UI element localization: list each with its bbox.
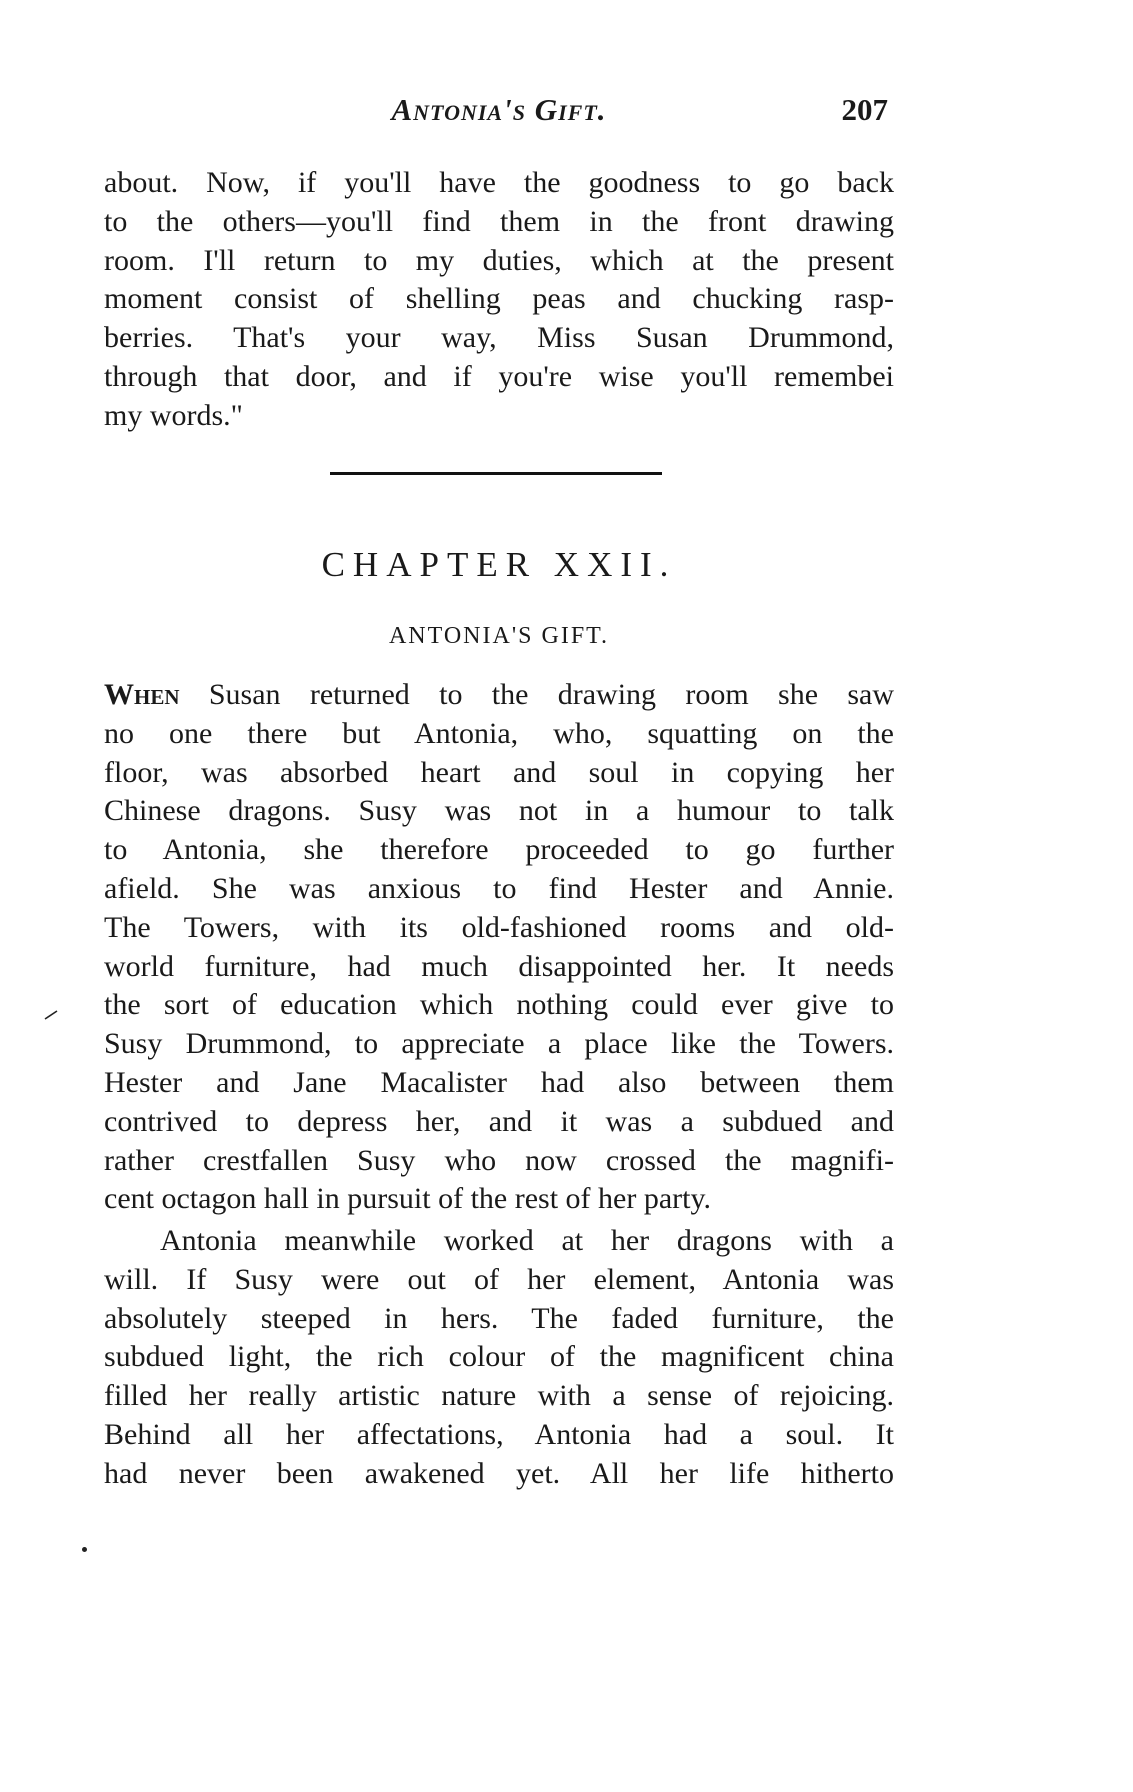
text-line: rather crestfallen Susy who now crossed the magnifi- bbox=[104, 1143, 894, 1177]
text-line: room. I'll return to my duties, which at the present bbox=[104, 243, 894, 277]
text-line: to the others—you'll find them in the front drawing bbox=[104, 204, 894, 238]
text-line: to Antonia, she therefore proceeded to go further bbox=[104, 833, 894, 867]
text-line: Antonia meanwhile worked at her dragons with a bbox=[160, 1224, 894, 1257]
text-line: berries. That's your way, Miss Susan Drummond, bbox=[104, 321, 894, 355]
running-head bbox=[104, 88, 894, 132]
text-line: floor, was absorbed heart and soul in copying her bbox=[104, 755, 894, 789]
text-line: Susy Drummond, to appreciate a place like the Towers. bbox=[104, 1027, 894, 1061]
text-line: about. Now, if you'll have the goodness to go back bbox=[104, 166, 894, 199]
text-line: subdued light, the rich colour of the magnificent china bbox=[104, 1340, 894, 1374]
text-line: the sort of education which nothing could ever give to bbox=[104, 988, 894, 1022]
text-line: will. If Susy were out of her element, Antonia was bbox=[104, 1262, 894, 1296]
text-line-first bbox=[104, 676, 894, 715]
continued-paragraph bbox=[104, 164, 894, 436]
text-line: contrived to depress her, and it was a subdued and bbox=[104, 1104, 894, 1138]
text-line: filled her really artistic nature with a sense of rejoicing. bbox=[104, 1379, 894, 1413]
page-number: 207 bbox=[841, 92, 888, 127]
running-title: Antonia's Gift. bbox=[391, 92, 607, 127]
paragraph-2 bbox=[104, 1222, 894, 1494]
first-line-rest: Susan returned to the drawing room she saw bbox=[179, 678, 894, 711]
text-line: my words." bbox=[104, 398, 243, 432]
text-line: Hester and Jane Macalister had also between them bbox=[104, 1065, 894, 1099]
paragraph-lead-word: When bbox=[104, 678, 180, 711]
chapter-title: ANTONIA'S GIFT. bbox=[388, 623, 610, 649]
section-divider bbox=[330, 472, 662, 475]
text-line: Behind all her affectations, Antonia had a soul. It bbox=[104, 1417, 894, 1451]
chapter-heading: CHAPTER XXII. bbox=[321, 545, 677, 584]
stray-dot bbox=[82, 1547, 87, 1552]
margin-mark bbox=[44, 1010, 58, 1020]
text-line: world furniture, had much disappointed her. It needs bbox=[104, 949, 894, 983]
text-line: through that door, and if you're wise you'll remembei bbox=[104, 359, 894, 393]
text-line: The Towers, with its old-fashioned rooms and old- bbox=[104, 910, 894, 944]
text-line: no one there but Antonia, who, squatting on the bbox=[104, 716, 894, 750]
text-line: had never been awakened yet. All her life hitherto bbox=[104, 1456, 894, 1490]
text-line: moment consist of shelling peas and chucking rasp- bbox=[104, 282, 894, 316]
text-line: absolutely steeped in hers. The faded furniture, the bbox=[104, 1301, 894, 1335]
text-line: afield. She was anxious to find Hester and Annie. bbox=[104, 871, 894, 905]
text-line: Chinese dragons. Susy was not in a humour to talk bbox=[104, 794, 894, 828]
paragraph-1 bbox=[104, 676, 894, 1219]
text-line: cent octagon hall in pursuit of the rest of her party. bbox=[104, 1182, 712, 1216]
